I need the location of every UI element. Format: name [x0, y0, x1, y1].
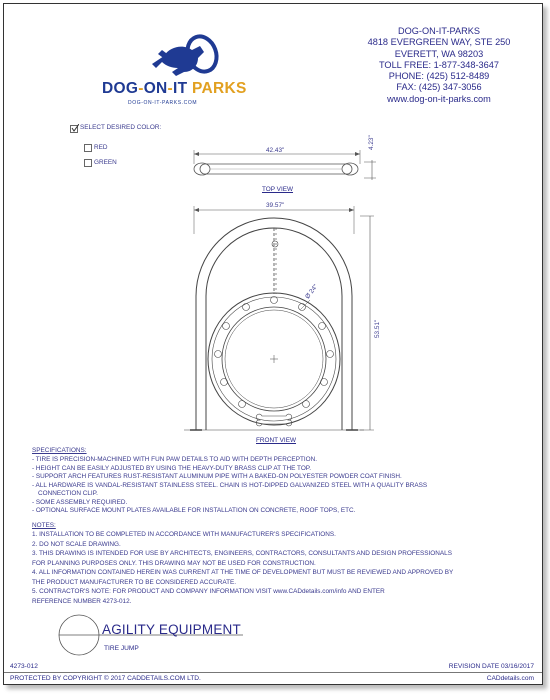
company-logo [100, 32, 260, 112]
front-view-drawing [184, 204, 384, 436]
logo-dash: - [167, 80, 174, 97]
logo-url: DOG-ON-IT-PARKS.COM [128, 100, 198, 106]
logo-brand-on: ON [143, 80, 168, 97]
drawing-title: AGILITY EQUIPMENT [102, 622, 241, 637]
note-line: 3. THIS DRAWING IS INTENDED FOR USE BY ARCHITECTS, ENGINEERS, CONTRACTORS, CONSULTANTS AND DESIGN PROFESSIONALS [32, 550, 452, 557]
company-address2: EVERETT, WA 98203 [394, 48, 484, 59]
note-line: FOR PLANNING PURPOSES ONLY. THIS DRAWING MAY NOT BE USED FOR CONSTRUCTION. [32, 559, 316, 567]
notes-heading: NOTES: [32, 522, 56, 529]
logo-brand-parks: PARKS [192, 80, 247, 97]
footer-copyright: PROTECTED BY COPYRIGHT © 2017 CADDETAILS.COM LTD. [10, 675, 201, 682]
top-view-label: TOP VIEW [262, 186, 294, 193]
specifications-heading: SPECIFICATIONS: [32, 447, 87, 454]
spec-line: - OPTIONAL SURFACE MOUNT PLATES AVAILABLE FOR INSTALLATION ON CONCRETE, ROOF TOPS, ETC. [32, 507, 356, 514]
company-name: DOG-ON-IT-PARKS [397, 26, 480, 36]
red-option-label: RED [94, 144, 108, 151]
footer-divider [4, 672, 542, 673]
checkmark-icon [71, 124, 79, 132]
dim-top-depth: 4.23" [368, 135, 375, 150]
logo-brand-it: IT [173, 80, 188, 97]
footer-site[interactable]: CADdetails.com [486, 675, 534, 682]
spec-line: - HEIGHT CAN BE EASILY ADJUSTED BY USING THE HEAVY-DUTY BRASS CLIP AT THE TOP. [32, 464, 312, 472]
green-option-label: GREEN [94, 159, 117, 166]
company-fax: FAX: (425) 347-3056 [396, 82, 482, 93]
company-info [344, 26, 534, 105]
note-line: 4. ALL INFORMATION CONTAINED HEREIN WAS CURRENT AT THE TIME OF DEVELOPMENT BUT MUST BE REVIEWED AND APPROVED BY [32, 569, 454, 576]
logo-dash: - [138, 80, 144, 97]
spec-line: - TIRE IS PRECISION-MACHINED WITH FUN PAW DETAILS TO AID WITH DEPTH PERCEPTION. [32, 456, 317, 463]
green-checkbox[interactable] [84, 159, 92, 167]
spec-line: - SOME ASSEMBLY REQUIRED. [32, 498, 128, 506]
dim-tire-diameter: Ø 24" [304, 283, 320, 301]
note-line: 5. CONTRACTOR'S NOTE: FOR PRODUCT AND COMPANY INFORMATION VISIT www.CADdetails.com/info AND ENTER [32, 588, 385, 595]
footer-ref-number: 4273-012 [10, 663, 38, 670]
logo-brand-dog: DOG [102, 80, 139, 97]
note-line: 1. INSTALLATION TO BE COMPLETED IN ACCORDANCE WITH MANUFACTURER'S SPECIFICATIONS. [32, 531, 336, 538]
spec-line: - ALL HARDWARE IS VANDAL-RESISTANT STAINLESS STEEL. CHAIN IS HOT-DIPPED GALVANIZED STEEL WITH A QUALITY BRASS [32, 481, 428, 489]
company-phone: PHONE: (425) 512-8489 [388, 71, 490, 82]
drawing-sheet [3, 3, 543, 685]
spec-line: - SUPPORT ARCH FEATURES RUST-RESISTANT ALUMINUM PIPE WITH A BAKED-ON POLYESTER POWDER COAT FINISH. [32, 473, 402, 480]
company-address1: 4818 EVERGREEN WAY, STE 250 [367, 37, 511, 48]
note-line: THE PRODUCT MANUFACTURER TO BE CONSIDERED ACCURATE. [32, 578, 237, 586]
dim-front-width: 39.57" [266, 202, 285, 209]
select-color-checkbox[interactable] [70, 125, 78, 133]
spec-line: CONNECTION CLIP. [38, 490, 98, 497]
footer-revision-date: REVISION DATE 03/16/2017 [448, 663, 534, 670]
company-tollfree: TOLL FREE: 1-877-348-3647 [378, 59, 499, 70]
drawing-subtitle: TIRE JUMP [104, 645, 139, 652]
dim-front-height: 53.51" [374, 319, 381, 338]
company-website: www.dog-on-it-parks.com [387, 93, 491, 104]
front-view-label: FRONT VIEW [256, 437, 297, 444]
note-line: 2. DO NOT SCALE DRAWING. [32, 540, 121, 548]
select-color-label: SELECT DESIRED COLOR: [80, 124, 162, 131]
red-checkbox[interactable] [84, 144, 92, 152]
note-line: REFERENCE NUMBER 4273-012. [32, 597, 132, 605]
dim-top-width: 42.43" [266, 147, 285, 154]
